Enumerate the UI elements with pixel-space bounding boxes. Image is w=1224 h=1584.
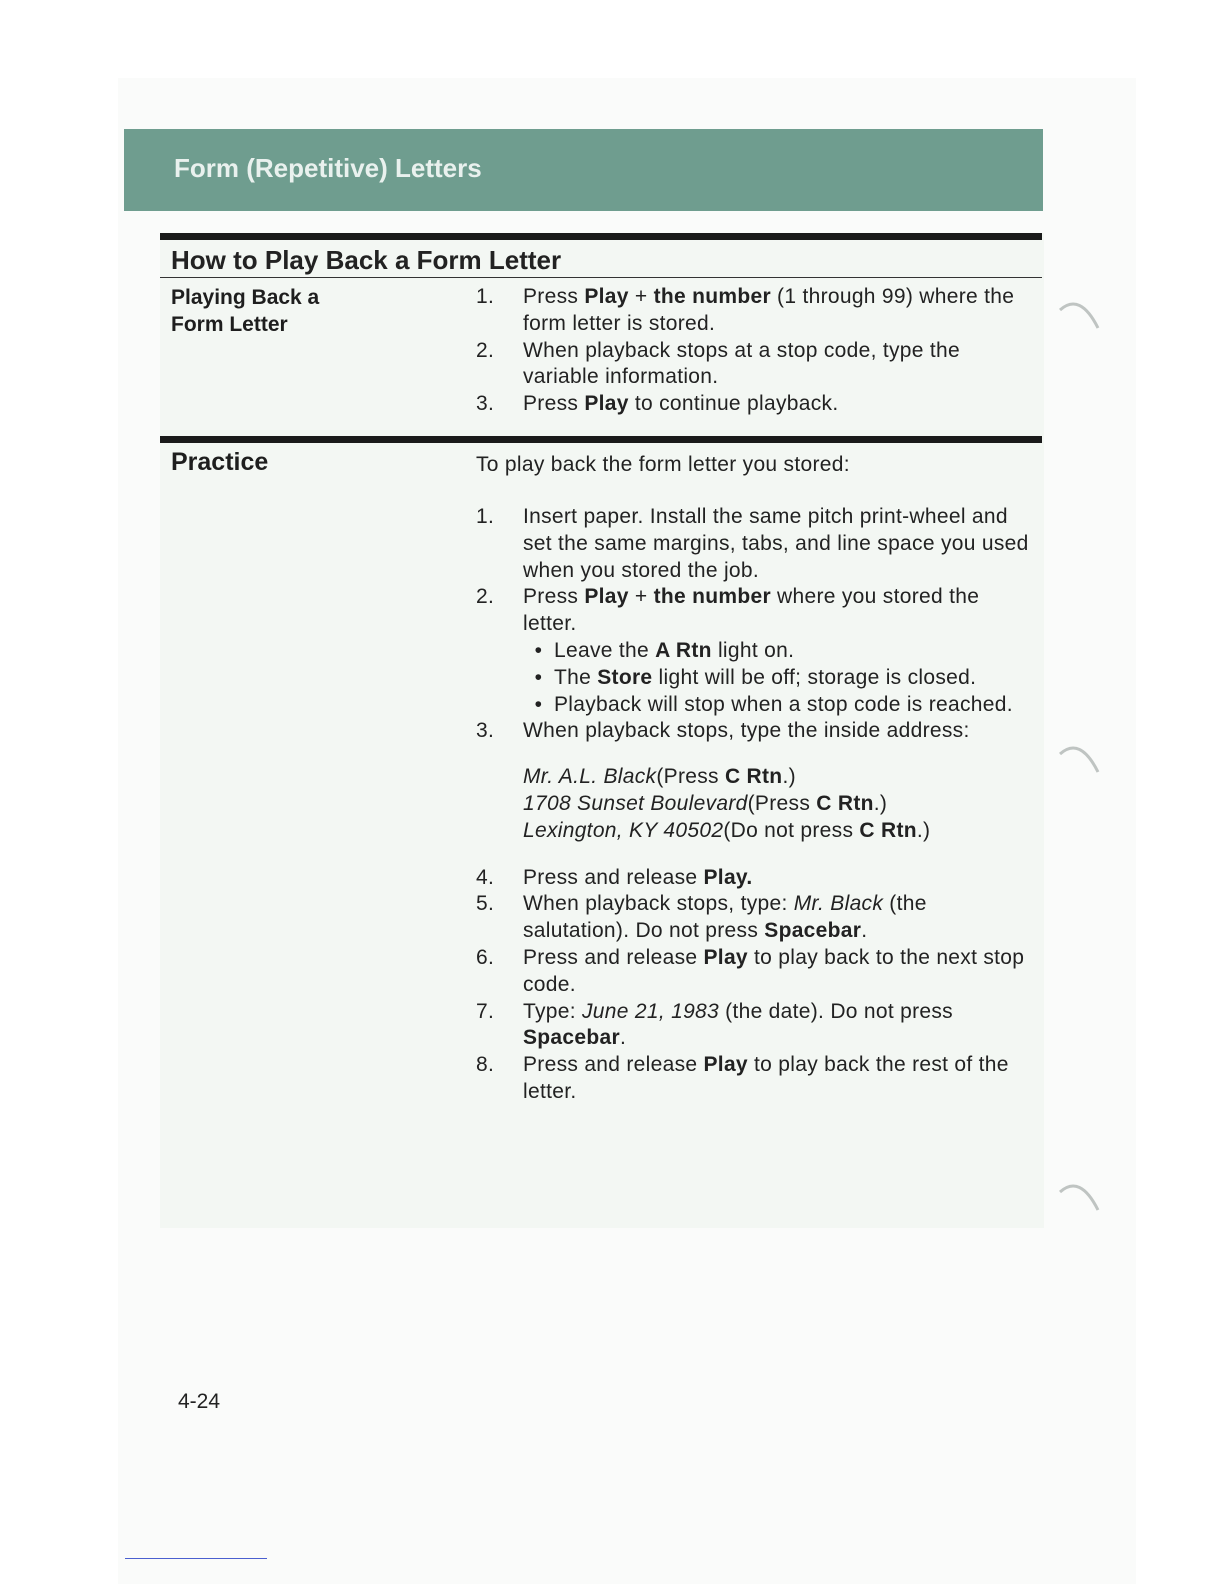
- step-number: 8.: [476, 1053, 495, 1077]
- list-item: [476, 338, 1032, 392]
- playback-steps: [476, 284, 1032, 418]
- bullet-item: • The Store light will be off; storage is closed.: [523, 665, 1032, 692]
- step-text: Press and release Play.: [523, 865, 753, 889]
- step-number: 5.: [476, 892, 495, 916]
- chapter-title: Form (Repetitive) Letters: [174, 153, 482, 183]
- practice-top-rule: [160, 436, 1042, 443]
- content-area: [160, 233, 1044, 1228]
- side-heading-line: Form Letter: [171, 313, 288, 336]
- page-number: 4-24: [178, 1390, 221, 1413]
- step-text: When playback stops, type the inside address: Mr. A.L. Black(Press C Rtn.) 1708 Sunset Boulevard(Press C Rtn.) Lexington, KY 40502(Do not press C Rtn.): [523, 718, 1032, 864]
- list-item: [476, 718, 1032, 864]
- list-item: [476, 1052, 1032, 1106]
- step-number: 6.: [476, 945, 495, 969]
- list-item: [476, 891, 1032, 945]
- list-item: [476, 391, 1032, 418]
- binder-hole-icon: [1054, 742, 1106, 778]
- address-line: Mr. A.L. Black(Press C Rtn.): [523, 765, 796, 789]
- step-number: 2.: [476, 338, 495, 362]
- section-title: How to Play Back a Form Letter: [171, 245, 562, 275]
- step-number: 1.: [476, 505, 495, 528]
- list-item: [476, 584, 1032, 718]
- step-text: Insert paper. Install the same pitch print-wheel and set the same margins, tabs, and line space you used when you stored the job.: [523, 505, 1029, 582]
- bullet-list: [523, 638, 1032, 718]
- binder-hole-icon: [1054, 1180, 1106, 1216]
- footer-underline: [125, 1558, 267, 1559]
- bullet-item: • Leave the A Rtn light on.: [523, 638, 1032, 665]
- list-item: [476, 284, 1032, 338]
- chapter-banner: [124, 129, 1043, 211]
- step-text: When playback stops, type: Mr. Black (the salutation). Do not press Spacebar.: [523, 892, 927, 943]
- list-item: [476, 504, 1032, 584]
- step-text: Press and release Play to play back the rest of the letter.: [523, 1053, 1009, 1103]
- step-text: Type: June 21, 1983 (the date). Do not press Spacebar.: [523, 999, 953, 1050]
- practice-steps: [476, 504, 1032, 1106]
- list-item: [476, 945, 1032, 999]
- section-top-rule: [160, 233, 1042, 240]
- side-heading-playing-back: [171, 284, 319, 338]
- address-line: Lexington, KY 40502(Do not press C Rtn.): [523, 818, 931, 842]
- address-line: 1708 Sunset Boulevard(Press C Rtn.): [523, 791, 888, 815]
- step-text: Press Play + the number where you stored the letter. • Leave the A Rtn light on. • The Store light will be off; storage is closed. • Playback will stop when a stop code is reached.: [523, 584, 1032, 718]
- step-text: Press Play to continue playback.: [523, 392, 839, 416]
- inside-address: [523, 764, 1032, 844]
- section-title-underline: [160, 277, 1042, 278]
- bullet-icon: •: [534, 665, 543, 689]
- step-number: 7.: [476, 999, 495, 1023]
- step-number: 4.: [476, 865, 495, 889]
- step-number: 3.: [476, 719, 495, 743]
- bullet-item: • Playback will stop when a stop code is reached.: [523, 692, 1032, 719]
- list-item: [476, 865, 1032, 892]
- bullet-icon: •: [534, 638, 543, 662]
- step-text: When playback stops at a stop code, type the variable information.: [523, 338, 960, 389]
- practice-intro: To play back the form letter you stored:: [476, 453, 850, 476]
- step-number: 2.: [476, 585, 495, 609]
- bullet-icon: •: [534, 692, 543, 716]
- step-text: Press and release Play to play back to the next stop code.: [523, 945, 1025, 996]
- step-number: 1.: [476, 285, 495, 308]
- step-text: Press Play + the number (1 through 99) where the form letter is stored.: [523, 285, 1015, 335]
- list-item: [476, 999, 1032, 1053]
- practice-heading: Practice: [171, 448, 269, 476]
- side-heading-line: Playing Back a: [171, 286, 320, 309]
- step-number: 3.: [476, 392, 495, 416]
- binder-hole-icon: [1054, 298, 1106, 334]
